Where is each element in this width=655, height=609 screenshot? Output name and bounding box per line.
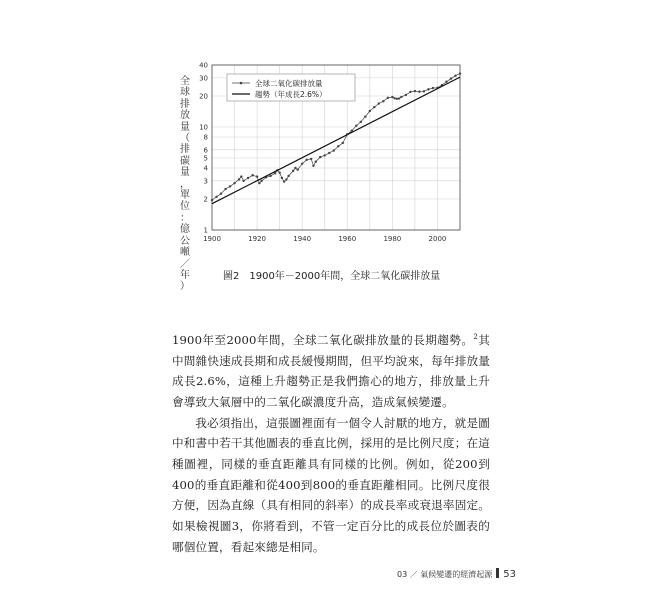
emissions-data-point: [387, 97, 389, 99]
emissions-data-point: [432, 87, 434, 89]
emissions-data-point: [211, 199, 213, 201]
paragraph-1-end: 其中間雜快速成長期和成長緩慢期間，但平均說來，每年排放量成長2.6%，這種上升趨勢正是我們擔心的地方，排放量上升會導致大氣層中的二氧化碳濃度升高，造成氣候變遷。: [172, 332, 490, 409]
emissions-data-point: [337, 145, 339, 147]
emissions-data-point: [454, 74, 456, 76]
x-tick-label: 1940: [293, 235, 312, 243]
y-axis-label-char: 億: [180, 224, 190, 236]
emissions-data-point: [269, 175, 271, 177]
y-axis-label-char: ）: [180, 281, 190, 293]
emissions-data-point: [409, 91, 411, 93]
y-axis-label-char: 排: [180, 98, 190, 110]
y-axis-label-char: 量: [180, 167, 190, 179]
y-axis-label-char: 噸: [180, 247, 190, 259]
emissions-data-point: [378, 102, 380, 104]
chapter-title: 03 ／ 氣候變遷的經濟起源: [397, 570, 493, 579]
chart-canvas: [170, 52, 480, 257]
emissions-data-point: [418, 91, 420, 93]
y-tick-label: 2: [203, 195, 208, 204]
y-tick-label: 3: [203, 177, 208, 186]
emissions-data-point: [312, 165, 314, 167]
y-axis-label-char: （: [180, 133, 190, 145]
emissions-data-point: [283, 180, 285, 182]
figure-caption: 圖2 1900年－2000年間，全球二氧化碳排放量: [223, 271, 441, 282]
emissions-data-point: [233, 182, 235, 184]
emissions-data-point: [247, 177, 249, 179]
emissions-data-point: [445, 81, 447, 83]
paragraph-2: 我必須指出，這張圖裡面有一個令人討厭的地方，就是圖中和書中若干其他圖表的垂直比例，採用的是比例尺度；在這種圖裡，同樣的垂直距離具有同樣的比例。例如，從200到400的垂直距離和從400到800的垂直距離相同。比例尺度很方便，因為直線（具有相同的斜率）的成長率或衰退率固定。如果檢視圖3，你將看到，不管一定百分比的成長位於圖表的哪個位置，看起來總是相同。: [172, 415, 490, 554]
x-tick-label: 1900: [203, 235, 221, 243]
emissions-data-point: [240, 175, 242, 177]
legend-trend-label: 趨勢（年成長2.6%）: [255, 90, 327, 99]
emissions-data-point: [382, 100, 384, 102]
y-axis-label-char: 碳: [180, 155, 190, 167]
y-tick-label: 4: [203, 164, 208, 173]
emissions-data-point: [220, 193, 222, 195]
y-tick-label: 5: [203, 154, 208, 163]
emissions-data-point: [373, 106, 375, 108]
emissions-data-point: [459, 72, 461, 74]
emissions-data-point: [301, 163, 303, 165]
y-tick-label: 20: [199, 92, 208, 101]
x-tick-label: 1920: [248, 235, 267, 243]
chart-y-axis-label: [177, 76, 193, 293]
y-axis-label-char: 量: [180, 121, 190, 133]
emissions-data-point: [396, 98, 398, 100]
emissions-data-point: [285, 178, 287, 180]
y-axis-label-char: ：: [180, 212, 190, 224]
emissions-data-point: [238, 178, 240, 180]
y-tick-label: 1: [203, 226, 208, 235]
emissions-data-point: [427, 88, 429, 90]
emissions-data-point: [281, 177, 283, 179]
emissions-data-point: [450, 77, 452, 79]
emissions-data-point: [294, 167, 296, 169]
page-number: 53: [503, 569, 516, 580]
page-footer: [397, 568, 516, 580]
co2-chart: [170, 52, 480, 257]
emissions-data-point: [292, 170, 294, 172]
emissions-data-point: [333, 149, 335, 151]
emissions-data-point: [360, 121, 362, 123]
footer-divider: [496, 568, 499, 578]
y-axis-label-char: 公: [180, 235, 190, 247]
emissions-data-point: [224, 188, 226, 190]
paragraph-1: [172, 327, 490, 413]
emissions-data-point: [342, 142, 344, 144]
y-axis-label-char: ，: [180, 178, 190, 190]
emissions-data-point: [229, 185, 231, 187]
y-axis-label-char: 放: [180, 110, 190, 122]
emissions-data-point: [355, 124, 357, 126]
y-axis-label-char: 位: [180, 201, 190, 213]
y-tick-label: 40: [199, 61, 208, 70]
x-tick-label: 1960: [338, 235, 357, 243]
emissions-data-point: [369, 110, 371, 112]
x-tick-label: 1980: [383, 235, 402, 243]
y-axis-label-char: ／: [180, 258, 190, 270]
y-tick-label: 6: [203, 146, 208, 155]
emissions-data-point: [423, 90, 425, 92]
body-text: [172, 327, 490, 558]
emissions-data-point: [258, 182, 260, 184]
emissions-data-point: [398, 97, 400, 99]
emissions-data-point: [287, 175, 289, 177]
emissions-data-point: [400, 96, 402, 98]
emissions-data-point: [393, 97, 395, 99]
y-axis-label-char: 球: [180, 87, 190, 99]
emissions-data-point: [328, 152, 330, 154]
emissions-data-point: [319, 156, 321, 158]
legend-emissions-marker: [240, 82, 243, 85]
emissions-data-point: [364, 115, 366, 117]
emissions-data-point: [315, 161, 317, 163]
legend-emissions-label: 全球二氧化碳排放量: [255, 79, 323, 88]
emissions-data-point: [391, 96, 393, 98]
emissions-data-point: [251, 174, 253, 176]
emissions-data-point: [296, 169, 298, 171]
y-tick-label: 8: [203, 133, 208, 142]
y-axis-label-char: 單: [180, 190, 190, 202]
emissions-data-point: [324, 154, 326, 156]
emissions-data-point: [278, 172, 280, 174]
emissions-data-point: [305, 159, 307, 161]
y-tick-label: 30: [199, 74, 208, 83]
paragraph-1-start: 1900年至2000年間，全球二氧化碳排放量的長期趨勢。: [172, 332, 474, 347]
y-tick-label: 10: [199, 123, 208, 132]
emissions-data-point: [215, 196, 217, 198]
emissions-data-point: [414, 90, 416, 92]
emissions-data-point: [242, 180, 244, 182]
y-axis-label-char: 全: [180, 76, 190, 87]
y-axis-label-char: 排: [180, 144, 190, 156]
footnote-ref[interactable]: 2: [473, 333, 478, 341]
emissions-data-point: [260, 180, 262, 182]
emissions-data-point: [256, 175, 258, 177]
y-axis-label-char: 年: [180, 269, 190, 281]
emissions-data-point: [405, 94, 407, 96]
emissions-data-point: [310, 158, 312, 160]
x-tick-label: 2000: [428, 235, 447, 243]
